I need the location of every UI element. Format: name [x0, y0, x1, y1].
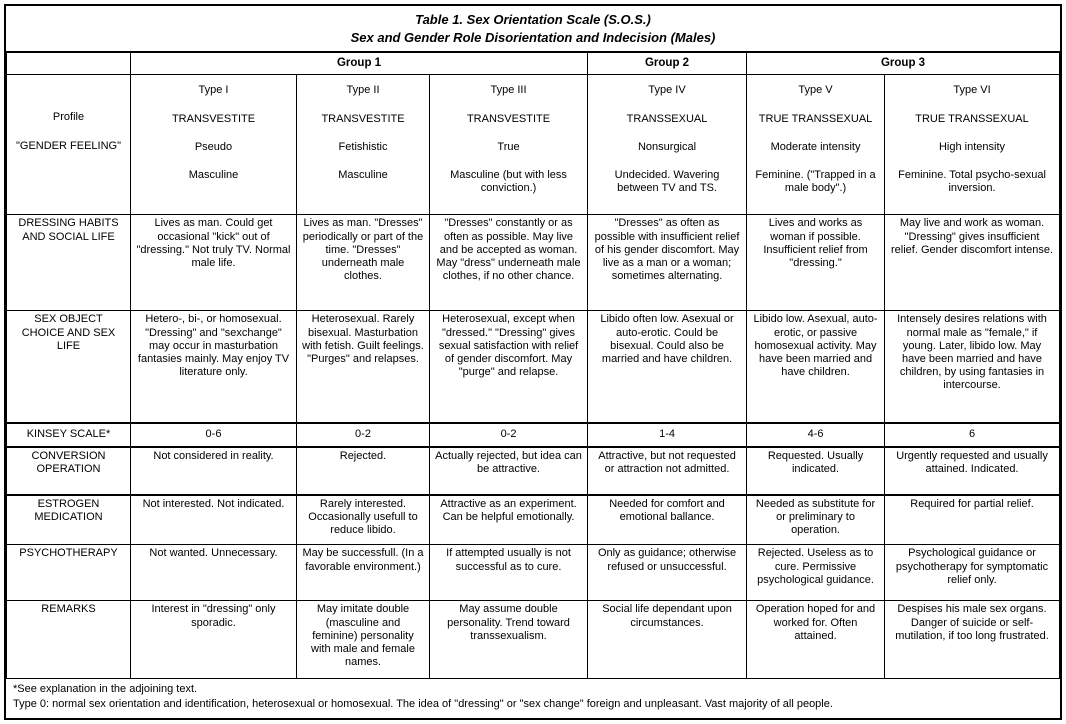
cell: Interest in "dressing" only sporadic. [131, 601, 297, 679]
cell: 0-2 [430, 423, 588, 447]
type-category: TRANSVESTITE [171, 112, 256, 125]
profile-label-cell [7, 75, 131, 215]
row-label: PSYCHOTHERAPY [7, 545, 131, 601]
type-category: TRANSSEXUAL [626, 112, 708, 125]
type-category: TRANSVESTITE [321, 112, 405, 125]
cell: 1-4 [588, 423, 747, 447]
cell: 6 [885, 423, 1060, 447]
cell: If attempted usually is not successful as to cure. [430, 545, 588, 601]
type-feeling: Feminine. ("Trapped in a male body".) [755, 168, 876, 195]
type-subtype: High intensity [938, 140, 1006, 153]
cell: Rejected. [297, 447, 430, 495]
cell: Only as guidance; otherwise refused or unsuccessful. [588, 545, 747, 601]
cell: 4-6 [747, 423, 885, 447]
title-line-1: Table 1. Sex Orientation Scale (S.O.S.) [415, 12, 651, 27]
cell: "Dresses" as often as possible with insufficient relief of his gender discomfort. May live as a man or a woman; sometimes alternating. [588, 215, 747, 311]
type-name: Type IV [648, 84, 686, 97]
footnotes [6, 679, 1060, 712]
cell: Needed as substitute for or preliminary to operation. [747, 495, 885, 545]
type-category: TRUE TRANSSEXUAL [915, 112, 1029, 125]
cell: Not interested. Not indicated. [131, 495, 297, 545]
cell: Not wanted. Unnecessary. [131, 545, 297, 601]
cell: Hetero-, bi-, or homosexual. "Dressing" and "sexchange" may occur in masturbation fantasies mainly. May enjoy TV literature only. [131, 311, 297, 423]
title-line-2: Sex and Gender Role Disorientation and Indecision (Males) [350, 30, 716, 46]
table-row-dressing-habits [7, 215, 1060, 311]
cell: Heterosexual, except when "dressed." "Dressing" gives sexual satisfaction with relief of gender discomfort. May "purge" and relapse. [430, 311, 588, 423]
type-subtype: Pseudo [194, 140, 233, 153]
type-name: Type V [798, 84, 833, 97]
cell: May be successfull. (In a favorable environment.) [297, 545, 430, 601]
row-label: KINSEY SCALE* [7, 423, 131, 447]
type-category: TRUE TRANSSEXUAL [758, 112, 873, 125]
type-feeling: Masculine (but with less conviction.) [450, 168, 567, 195]
type-subtype: Moderate intensity [770, 140, 861, 153]
cell: Libido low. Asexual, auto-erotic, or passive homosexual activity. May have been married and have children. [747, 311, 885, 423]
type-header-row [7, 75, 1060, 215]
cell: Attractive, but not requested or attraction not admitted. [588, 447, 747, 495]
cell: Despises his male sex organs. Danger of suicide or self-mutilation, if too long frustrated. [885, 601, 1060, 679]
group-1-header: Group 1 [131, 53, 588, 75]
corner-cell [7, 53, 131, 75]
cell: Required for partial relief. [885, 495, 1060, 545]
table-row-kinsey-scale [7, 423, 1060, 447]
table-row-sex-object-choice [7, 311, 1060, 423]
type-4-header [588, 75, 747, 215]
type-name: Type VI [953, 84, 991, 97]
cell: Rarely interested. Occasionally usefull to reduce libido. [297, 495, 430, 545]
type-subtype: Nonsurgical [637, 140, 697, 153]
type-feeling: Masculine [188, 168, 239, 181]
type-5-header [747, 75, 885, 215]
document-page [4, 4, 1062, 720]
cell: Heterosexual. Rarely bisexual. Masturbation with fetish. Guilt feelings. "Purges" and relapses. [297, 311, 430, 423]
cell: Needed for comfort and emotional ballance. [588, 495, 747, 545]
row-label: CONVERSION OPERATION [7, 447, 131, 495]
cell: Operation hoped for and worked for. Often attained. [747, 601, 885, 679]
row-label: DRESSING HABITS AND SOCIAL LIFE [7, 215, 131, 311]
type-2-header [297, 75, 430, 215]
cell: Attractive as an experiment. Can be helpful emotionally. [430, 495, 588, 545]
type-subtype: Fetishistic [338, 140, 388, 153]
type-name: Type II [346, 84, 380, 97]
cell: Lives as man. Could get occasional "kick" out of "dressing." Not truly TV. Normal male life. [131, 215, 297, 311]
cell: Libido often low. Asexual or auto-erotic. Could be bisexual. Could also be married and have children. [588, 311, 747, 423]
cell: Actually rejected, but idea can be attractive. [430, 447, 588, 495]
cell: Lives and works as woman if possible. Insufficient relief from "dressing." [747, 215, 885, 311]
type-name: Type I [198, 84, 229, 97]
cell: Intensely desires relations with normal male as "female," if young. Later, libido low. May have been married and have children, by using fantasies in intercourse. [885, 311, 1060, 423]
footnote-line-1: *See explanation in the adjoining text. [13, 683, 198, 696]
cell: Not considered in reality. [131, 447, 297, 495]
cell: Urgently requested and usually attained. Indicated. [885, 447, 1060, 495]
cell: Social life dependant upon circumstances. [588, 601, 747, 679]
cell: Lives as man. "Dresses" periodically or part of the time. "Dresses" underneath male clothes. [297, 215, 430, 311]
row-label: SEX OBJECT CHOICE AND SEX LIFE [7, 311, 131, 423]
cell: May live and work as woman. "Dressing" gives insufficient relief. Gender discomfort intense. [885, 215, 1060, 311]
cell: "Dresses" constantly or as often as possible. May live and be accepted as woman. May "dress" underneath male clothes, if no other chance. [430, 215, 588, 311]
type-subtype: True [497, 140, 520, 153]
cell: Requested. Usually indicated. [747, 447, 885, 495]
table-title [6, 6, 1060, 52]
type-category: TRANSVESTITE [466, 112, 551, 125]
type-1-header [131, 75, 297, 215]
type-6-header [885, 75, 1060, 215]
row-label: ESTROGEN MEDICATION [7, 495, 131, 545]
cell: May assume double personality. Trend toward transsexualism. [430, 601, 588, 679]
cell: 0-6 [131, 423, 297, 447]
table-row-estrogen-medication [7, 495, 1060, 545]
table-row-remarks [7, 601, 1060, 679]
cell: May imitate double (masculine and feminine) personality with male and female names. [297, 601, 430, 679]
profile-label-line2: "GENDER FEELING" [16, 139, 121, 152]
type-feeling: Masculine [338, 168, 388, 181]
cell: Psychological guidance or psychotherapy for symptomatic relief only. [885, 545, 1060, 601]
sos-table [6, 52, 1060, 679]
profile-label-line1: Profile [52, 111, 85, 124]
table-row-conversion-operation [7, 447, 1060, 495]
footnote-line-2: Type 0: normal sex orientation and identification, heterosexual or homosexual. The idea of "dressing" or "sex change" foreign and unpleasant. Vast majority of all people. [13, 698, 833, 711]
table-row-psychotherapy [7, 545, 1060, 601]
type-feeling: Undecided. Wavering between TV and TS. [614, 168, 720, 195]
cell: Rejected. Useless as to cure. Permissive psychological guidance. [747, 545, 885, 601]
cell: 0-2 [297, 423, 430, 447]
group-2-header: Group 2 [588, 53, 747, 75]
group-header-row [7, 53, 1060, 75]
type-name: Type III [490, 84, 527, 97]
row-label: REMARKS [7, 601, 131, 679]
type-feeling: Feminine. Total psycho-sexual inversion. [898, 168, 1046, 195]
type-3-header [430, 75, 588, 215]
group-3-header: Group 3 [747, 53, 1060, 75]
